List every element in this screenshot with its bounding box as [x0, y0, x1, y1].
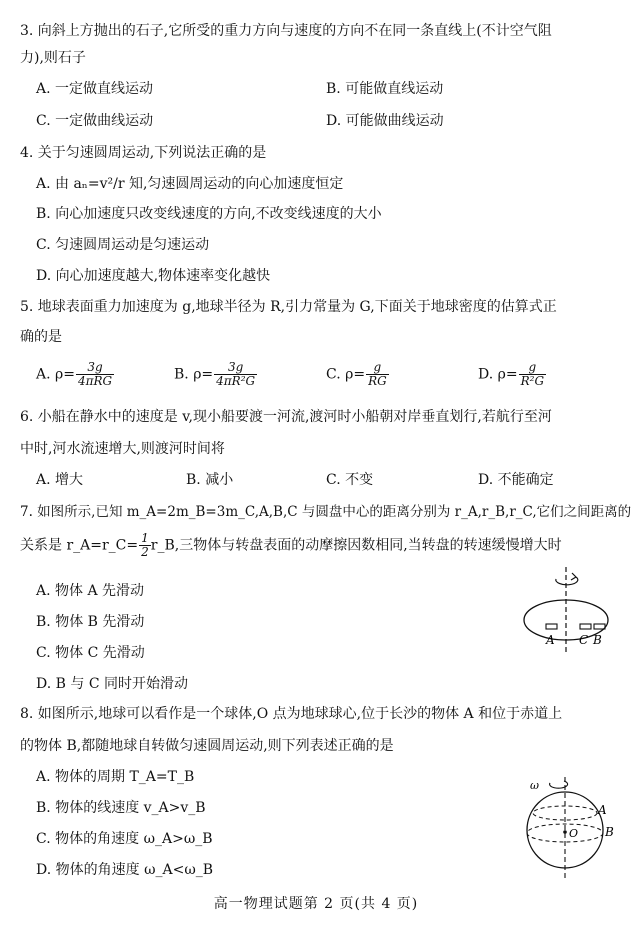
q3-stem-line1: 3. 向斜上方抛出的石子,它所受的重力方向与速度的方向不在同一条直线上(不计空气阻 — [20, 23, 552, 39]
numerator: 3g — [214, 361, 257, 375]
q8-stem-line2: 的物体 B,都随地球自转做匀速圆周运动,则下列表述正确的是 — [20, 738, 394, 754]
q5-stem-line1: 5. 地球表面重力加速度为 g,地球半径为 R,引力常量为 G,下面关于地球密度的估算式正 — [20, 299, 557, 315]
q7-option-d: D. B 与 C 同时开始滑动 — [36, 676, 188, 692]
denominator: 2 — [141, 545, 149, 559]
q5-option-d-label: D. ρ= — [478, 366, 518, 383]
q5-option-d — [478, 361, 546, 388]
numerator: 1 — [141, 531, 149, 545]
denominator: R²G — [520, 374, 545, 388]
q7-stem-line2-post: r_B,三物体与转盘表面的动摩擦因数相同,当转盘的转速缓慢增大时 — [150, 537, 562, 554]
q6-option-d: D. 不能确定 — [478, 472, 554, 488]
q7-option-b: B. 物体 B 先滑动 — [36, 614, 145, 630]
q6-option-c: C. 不变 — [326, 472, 374, 488]
turntable-diagram — [520, 565, 615, 655]
arrowhead-icon — [571, 573, 576, 580]
block-a — [546, 624, 557, 629]
numerator: g — [366, 361, 389, 375]
q8-stem-line1: 8. 如图所示,地球可以看作是一个球体,O 点为地球球心,位于长沙的物体 A 和位于赤道上 — [20, 706, 563, 722]
q7-stem-line1: 7. 如图所示,已知 m_A=2m_B=3m_C,A,B,C 与圆盘中心的距离分别为 r_A,r_B,r_C,它们之间距离的 — [20, 504, 632, 520]
q3-stem-line2: 力),则石子 — [20, 50, 86, 66]
q6-stem-line2: 中时,河水流速增大,则渡河时间将 — [20, 441, 225, 457]
q5-option-d-fraction — [519, 361, 546, 388]
q3-option-a: A. 一定做直线运动 — [36, 81, 154, 97]
q6-stem-line1: 6. 小船在静水中的速度是 v,现小船要渡一河流,渡河时小船朝对岸垂直划行,若航行至河 — [20, 409, 552, 425]
q5-option-b — [174, 361, 257, 388]
q8-option-c: C. 物体的角速度 ω_A>ω_B — [36, 831, 213, 847]
block-b — [594, 624, 605, 629]
label-b: B — [605, 825, 614, 839]
q8-option-b: B. 物体的线速度 v_A>v_B — [36, 800, 206, 816]
label-a: A — [546, 633, 555, 647]
denominator: 4πRG — [77, 374, 113, 388]
q7-option-a: A. 物体 A 先滑动 — [36, 583, 145, 599]
center-point-o — [563, 830, 567, 834]
q5-option-c — [326, 361, 389, 388]
q8-option-a: A. 物体的周期 T_A=T_B — [36, 769, 195, 785]
q4-option-a: A. 由 aₙ=v²/r 知,匀速圆周运动的向心加速度恒定 — [36, 176, 344, 192]
denominator: 4πR²G — [216, 374, 256, 388]
q5-option-a — [36, 361, 114, 388]
label-c: C — [579, 633, 589, 647]
numerator: g — [519, 361, 546, 375]
numerator: 3g — [76, 361, 114, 375]
q6-option-a: A. 增大 — [36, 472, 84, 488]
q6-option-b: B. 减小 — [186, 472, 234, 488]
q7-stem-line2 — [20, 532, 562, 559]
q4-option-b: B. 向心加速度只改变线速度的方向,不改变线速度的大小 — [36, 206, 382, 222]
denominator: RG — [368, 374, 387, 388]
omega-label: ω — [530, 779, 539, 792]
q5-option-c-fraction — [366, 361, 389, 388]
q7-fraction — [139, 532, 151, 559]
q5-option-a-fraction — [76, 361, 114, 388]
q8-option-d: D. 物体的角速度 ω_A<ω_B — [36, 862, 214, 878]
q4-option-c: C. 匀速圆周运动是匀速运动 — [36, 237, 210, 253]
q5-option-c-label: C. ρ= — [326, 366, 366, 383]
q5-option-b-label: B. ρ= — [174, 366, 214, 383]
globe-diagram — [520, 775, 620, 885]
q7-stem-line2-pre: 关系是 r_A=r_C= — [20, 537, 139, 554]
q5-option-a-label: A. ρ= — [36, 366, 75, 383]
page-footer: 高一物理试题第 2 页(共 4 页) — [213, 896, 419, 912]
q4-stem: 4. 关于匀速圆周运动,下列说法正确的是 — [20, 145, 267, 161]
q4-option-d: D. 向心加速度越大,物体速率变化越快 — [36, 268, 271, 284]
label-b: B — [593, 633, 602, 647]
q3-option-b: B. 可能做直线运动 — [326, 81, 444, 97]
label-a: A — [598, 803, 607, 817]
q5-stem-line2: 确的是 — [20, 329, 62, 345]
q3-option-d: D. 可能做曲线运动 — [326, 113, 444, 129]
block-c — [580, 624, 591, 629]
q3-option-c: C. 一定做曲线运动 — [36, 113, 154, 129]
q7-option-c: C. 物体 C 先滑动 — [36, 645, 145, 661]
q5-option-b-fraction — [214, 361, 257, 388]
label-o: O — [569, 827, 579, 840]
